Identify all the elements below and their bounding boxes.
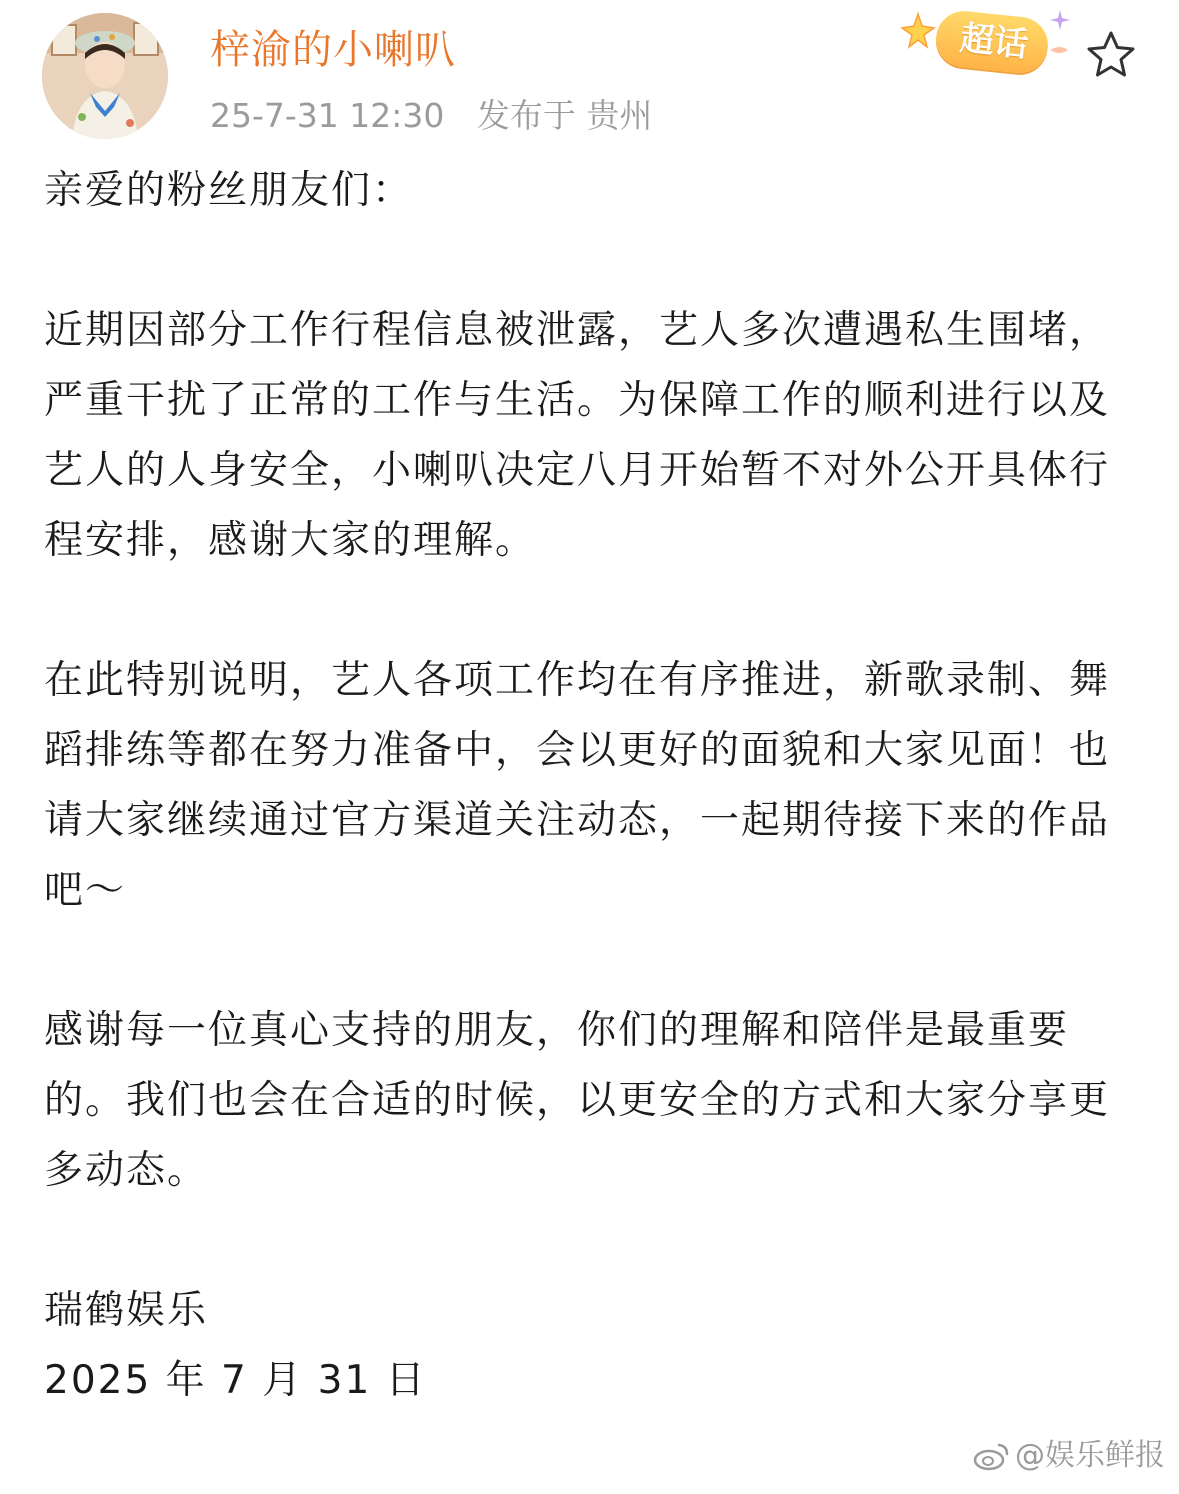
- post-meta: [210, 94, 652, 138]
- post-body: [44, 156, 1134, 1416]
- super-topic-badge[interactable]: [900, 4, 1090, 84]
- super-topic-label: 超话: [958, 18, 1030, 66]
- watermark: [973, 1436, 1165, 1476]
- avatar-photo: [42, 13, 168, 139]
- signature-date: 2025 年 7 月 31 日: [44, 1358, 427, 1403]
- paragraph-2: 在此特别说明，艺人各项工作均在有序推进，新歌录制、舞蹈排练等都在努力准备中，会以更好的面貌和大家见面！也请大家继续通过官方渠道关注动态，一起期待接下来的作品吧～: [44, 658, 1111, 913]
- author-name[interactable]: 梓渝的小喇叭: [210, 27, 456, 73]
- greeting-text: 亲爱的粉丝朋友们：: [44, 168, 414, 213]
- post-timestamp: 25-7-31 12:30: [210, 96, 445, 135]
- post-location: 贵州: [586, 96, 653, 135]
- signature-text: 瑞鹤娱乐: [44, 1288, 209, 1333]
- paragraph-3: 感谢每一位真心支持的朋友，你们的理解和陪伴是最重要的。我们也会在合适的时候，以更安全的方式和大家分享更多动态。: [44, 1008, 1111, 1193]
- location-prefix: 发布于: [476, 96, 576, 135]
- weibo-logo-icon: [973, 1441, 1009, 1471]
- paragraph-1: 近期因部分工作行程信息被泄露，艺人多次遭遇私生围堵，严重干扰了正常的工作与生活。为保障工作的顺利进行以及艺人的人身安全，小喇叭决定八月开始暂不对外公开具体行程安排，感谢大家的理解。: [44, 308, 1111, 563]
- star-outline-icon[interactable]: [1084, 28, 1138, 82]
- avatar[interactable]: [42, 13, 168, 139]
- watermark-text: @娱乐鲜报: [1015, 1438, 1165, 1473]
